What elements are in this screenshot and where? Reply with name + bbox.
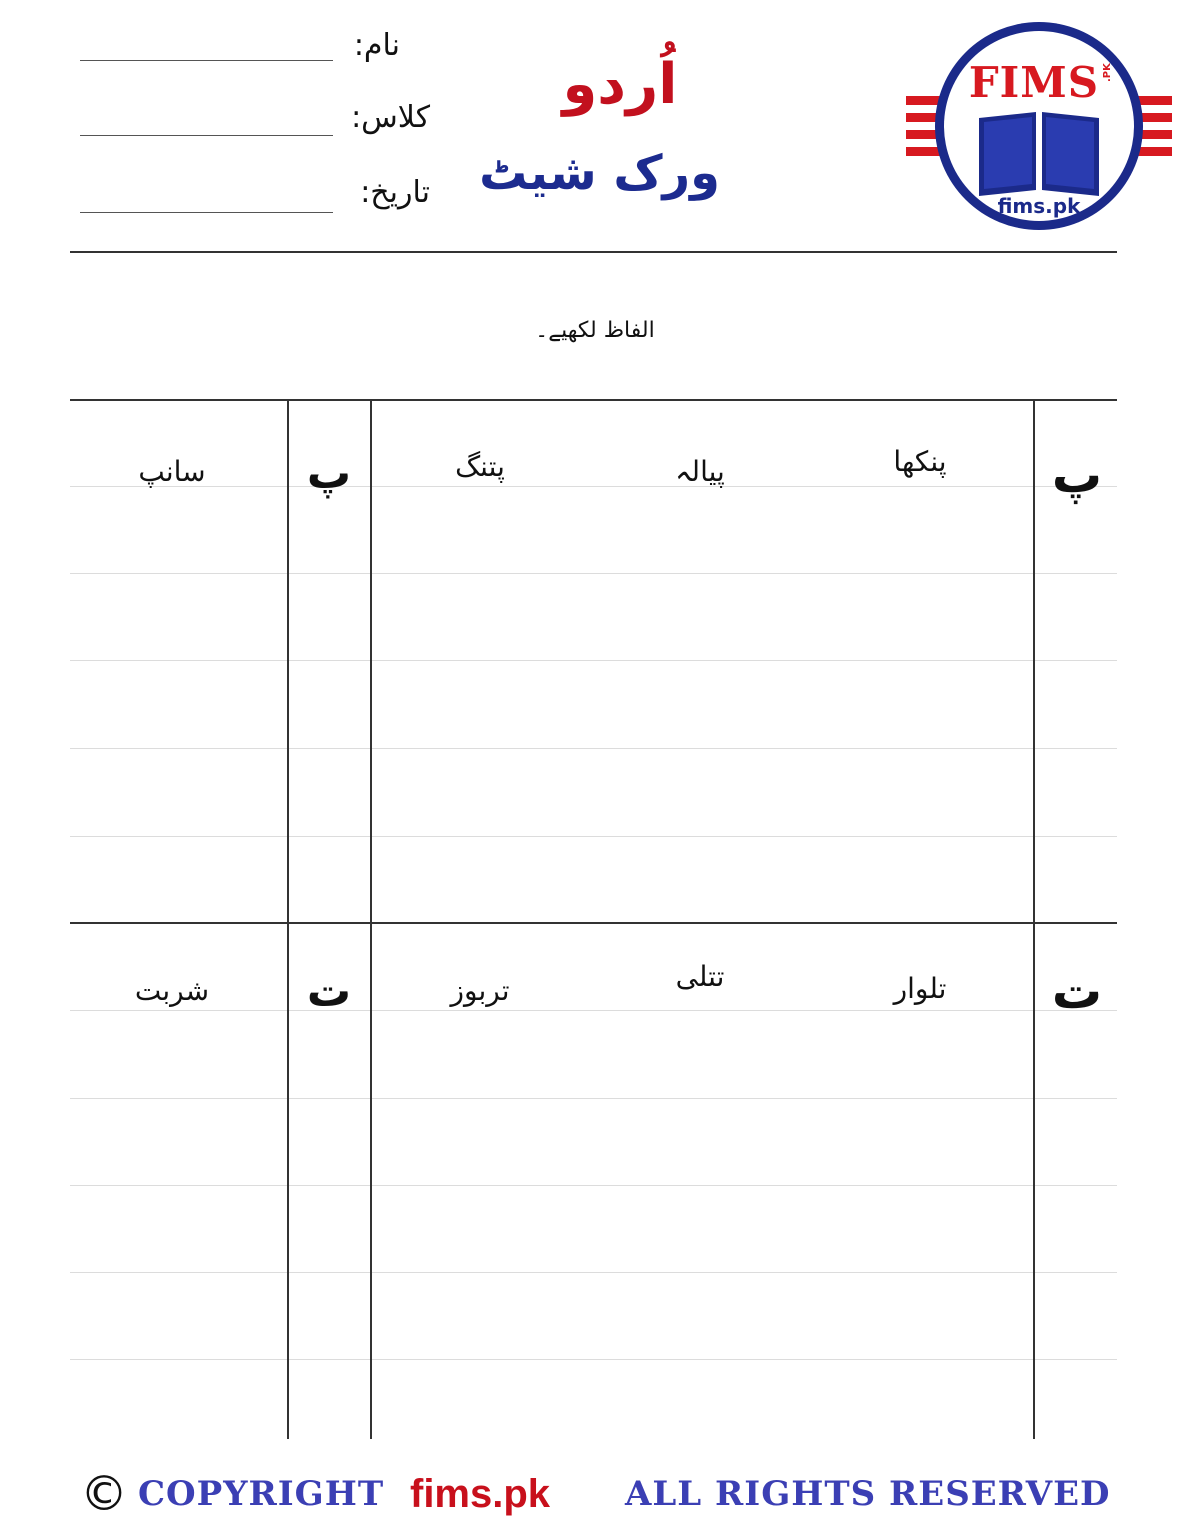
word-cell: پیالہ (675, 455, 725, 488)
copyright-text: COPYRIGHT (138, 1474, 385, 1514)
word-cell: سانپ (138, 455, 206, 488)
writing-guide-line (70, 836, 1117, 837)
class-field[interactable] (80, 135, 333, 136)
word-cell: شربت (134, 974, 210, 1007)
repeat-letter: پ (306, 448, 352, 499)
key-letter: پ (1051, 446, 1103, 504)
writing-guide-line (70, 1185, 1117, 1186)
name-label: نام: (353, 28, 400, 63)
rights-text: ALL RIGHTS RESERVED (625, 1474, 1111, 1514)
writing-guide-line (70, 1098, 1117, 1099)
writing-guide-line (70, 748, 1117, 749)
word-cell: تلوار (893, 972, 947, 1005)
header-divider (70, 251, 1117, 253)
repeat-letter: ت (306, 966, 352, 1017)
copyright-icon: © (80, 1466, 128, 1522)
writing-guide-line (70, 1359, 1117, 1360)
instruction-text: الفاظ لکھیے۔ (535, 318, 655, 343)
section-divider (70, 922, 1117, 924)
writing-guide-line (70, 573, 1117, 574)
word-cell: پنکھا (893, 445, 947, 478)
logo-url: fims.pk (997, 194, 1081, 218)
title-urdu: اُردو (562, 52, 678, 117)
word-cell: تربوز (450, 974, 510, 1007)
writing-guide-line (70, 1010, 1117, 1011)
logo-brand-text: FIMS (968, 58, 1100, 107)
section-top-border (70, 399, 1117, 401)
writing-guide-line (70, 1272, 1117, 1273)
site-link[interactable]: fims.pk (410, 1472, 551, 1516)
class-label: کلاس: (351, 100, 430, 135)
fims-logo (906, 20, 1172, 236)
copyright-footer (80, 1466, 1120, 1526)
key-letter: ت (1051, 962, 1103, 1020)
name-field[interactable] (80, 60, 333, 61)
date-label: تاریخ: (360, 175, 430, 210)
word-cell: تتلی (675, 960, 725, 993)
logo-suffix: .PK (1102, 63, 1113, 82)
word-cell: پتنگ (455, 450, 505, 483)
column-divider (1033, 399, 1035, 1439)
writing-guide-line (70, 660, 1117, 661)
column-divider (370, 399, 372, 1439)
date-field[interactable] (80, 212, 333, 213)
column-divider (287, 399, 289, 1439)
title-worksheet: ورک شیٹ (479, 145, 720, 201)
